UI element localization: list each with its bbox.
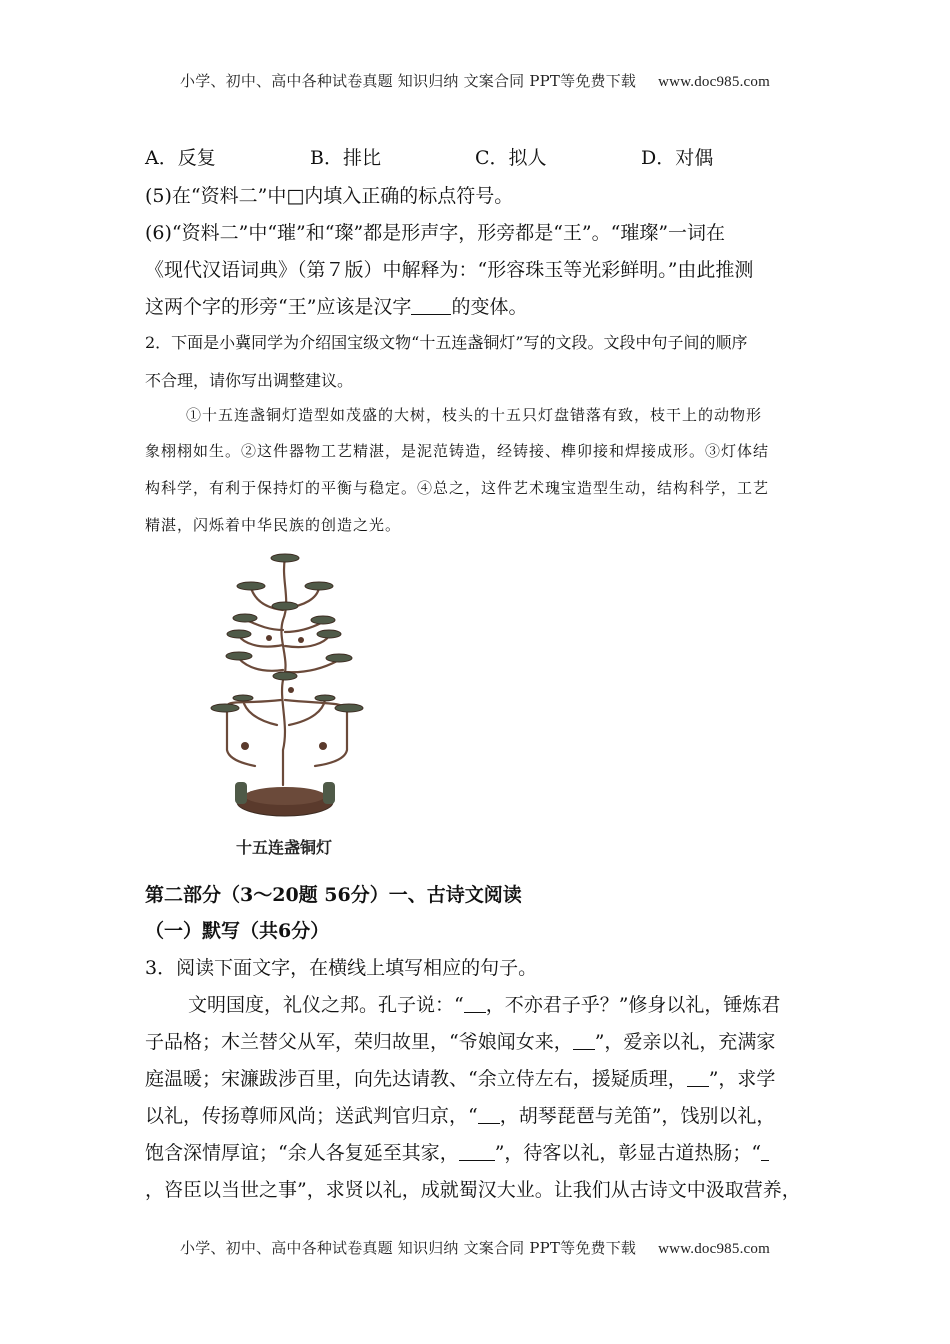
bronze-lamp-image [205,550,365,830]
page-header [0,70,950,91]
passage-line1: ①十五连盏铜灯造型如茂盛的大树，枝头的十五只灯盘错落有致，枝干上的动物形 [186,406,763,424]
q3-line3 [145,1064,775,1091]
q3-line2 [145,1027,775,1054]
answer-blank[interactable] [464,994,486,1013]
q3-l2-start: 子品格；木兰替父从军，荣归故里，“爷娘闻女来， [145,1031,573,1053]
q3-l2-end: ”，爱亲以礼，充满家 [594,1031,776,1053]
q3-l1-end: ，不亦君子乎？”修身以礼，锤炼君 [485,994,781,1016]
q6-line3 [145,292,527,319]
q3-line5 [145,1138,769,1165]
page-footer [0,1237,950,1258]
q6-line3-end: 的变体。 [451,296,528,318]
footer-text: 小学、初中、高中各种试卷真题 知识归纳 文案合同 PPT等免费下载 [180,1239,637,1257]
q5-text: (5)在“资料二”中□内填入正确的标点符号。 [145,185,514,207]
q2-line2: 不合理，请你写出调整建议。 [145,371,354,390]
q3-l5-end: ”，待客以礼，彰显古道热肠；“ [494,1142,762,1164]
answer-blank[interactable] [687,1068,709,1087]
header-text: 小学、初中、高中各种试卷真题 知识归纳 文案合同 PPT等免费下载 [180,72,637,90]
option-d: D．对偶 [641,147,714,169]
passage-line4: 精湛，闪烁着中华民族的创造之光。 [145,516,402,534]
q3-line6: ，咨臣以当世之事”，求贤以礼，成就蜀汉大业。让我们从古诗文中汲取营养， [145,1179,801,1201]
option-b: B．排比 [310,147,381,169]
q3-l4-end: ，胡琴琵琶与羌笛”，饯别以礼， [499,1105,776,1127]
q3-l1-start: 文明国度，礼仪之邦。孔子说：“ [188,994,464,1016]
q3-l3-start: 庭温暖；宋濂跋涉百里，向先达请教、“余立侍左右，援疑质理， [145,1068,687,1090]
answer-blank[interactable] [411,296,451,315]
lamp-base-top [245,787,325,805]
passage-line2: 象栩栩如生。②这件器物工艺精湛，是泥范铸造，经铸接、榫卯接和焊接成形。③灯体结 [145,442,770,460]
q3-intro: 3．阅读下面文字，在横线上填写相应的句子。 [145,957,538,979]
q6-line3-start: 这两个字的形旁“王”应该是汉字 [145,296,412,318]
q6-line2: 《现代汉语词典》（第７版）中解释为：“形容珠玉等光彩鲜明。”由此推测 [145,259,754,281]
answer-blank[interactable] [761,1142,769,1161]
q6-line1: (6)“资料二”中“璀”和“璨”都是形声字，形旁都是“王”。“璀璨”一词在 [145,222,726,244]
answer-blank[interactable] [573,1031,595,1050]
option-c: C．拟人 [475,147,547,169]
q2-line1: 2．下面是小冀同学为介绍国宝级文物“十五连盏铜灯”写的文段。文段中句子间的顺序 [145,333,748,352]
lamp-base-ornament-left [235,782,247,804]
q3-l5-start: 饱含深情厚谊；“余人各复延至其家， [145,1142,459,1164]
image-caption: 十五连盏铜灯 [236,838,333,857]
option-a: A．反复 [145,147,216,169]
q3-l4-start: 以礼，传扬尊师风尚；送武判官归京，“ [145,1105,478,1127]
q3-line1 [188,990,780,1017]
footer-site[interactable]: www.doc985.com [658,1241,770,1257]
passage-line3: 构科学，有利于保持灯的平衡与稳定。④总之，这件艺术瑰宝造型生动，结构科学，工艺 [145,479,770,497]
section-title: 第二部分（3～20题 56分）一、古诗文阅读 [145,884,522,906]
section-subtitle: （一）默写（共6分） [145,920,330,942]
answer-blank[interactable] [478,1105,500,1124]
lamp-branches [227,558,347,785]
q3-l3-end: ”，求学 [708,1068,776,1090]
q3-line4 [145,1101,775,1128]
answer-blank[interactable] [459,1142,495,1161]
lamp-base-ornament-right [323,782,335,804]
header-site[interactable]: www.doc985.com [658,74,770,90]
